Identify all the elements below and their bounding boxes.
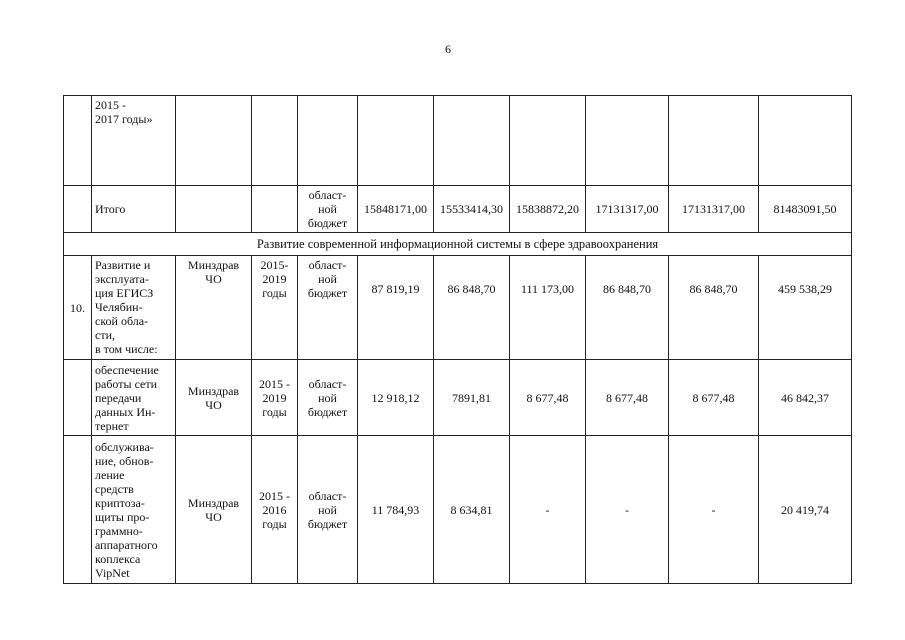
value-cell: 20 419,74 <box>759 436 852 584</box>
value-cell: - <box>510 436 586 584</box>
value-cell: 46 842,37 <box>759 360 852 436</box>
period-cell: 2015- 2019 годы <box>252 256 298 360</box>
period-cell: 2015 - 2016 годы <box>252 436 298 584</box>
period-cell: 2015 - 2019 годы <box>252 360 298 436</box>
value-cell: 15838872,20 <box>510 186 586 233</box>
table-row <box>64 436 852 584</box>
source-cell <box>298 96 358 186</box>
program-table <box>63 95 852 584</box>
value-cell: 7891,81 <box>434 360 510 436</box>
value-cell <box>434 96 510 186</box>
executor-cell <box>176 186 252 233</box>
value-cell: 86 848,70 <box>586 256 669 360</box>
source-cell: област- ной бюджет <box>298 360 358 436</box>
row-number-cell <box>64 436 92 584</box>
measure-name-cell: Развитие и эксплуата- ция ЕГИСЗ Челябин- ской обла- сти, в том числе: <box>92 256 176 360</box>
section-title: Развитие современной информационной системы в сфере здравоохранения <box>64 233 852 256</box>
value-cell: 8 677,48 <box>669 360 759 436</box>
source-cell: област- ной бюджет <box>298 436 358 584</box>
measure-name-cell: обслужива- ние, обнов- ление средств криптоза- щиты про- граммно- аппаратного коплекса VipNet <box>92 436 176 584</box>
value-cell <box>759 96 852 186</box>
value-cell <box>586 96 669 186</box>
executor-cell: Минздрав ЧО <box>176 436 252 584</box>
row-number-cell: 10. <box>64 256 92 360</box>
value-cell: 11 784,93 <box>358 436 434 584</box>
period-cell <box>252 96 298 186</box>
value-cell: 87 819,19 <box>358 256 434 360</box>
value-cell: - <box>669 436 759 584</box>
table-row-continuation <box>64 96 852 186</box>
value-cell: 459 538,29 <box>759 256 852 360</box>
value-cell: 86 848,70 <box>669 256 759 360</box>
value-cell <box>510 96 586 186</box>
period-cell <box>252 186 298 233</box>
value-cell: 111 173,00 <box>510 256 586 360</box>
value-cell: 8 634,81 <box>434 436 510 584</box>
executor-cell <box>176 96 252 186</box>
executor-cell: Минздрав ЧО <box>176 360 252 436</box>
value-cell: 17131317,00 <box>586 186 669 233</box>
source-cell: област- ной бюджет <box>298 186 358 233</box>
source-cell: област- ной бюджет <box>298 256 358 360</box>
value-cell <box>358 96 434 186</box>
value-cell: 15848171,00 <box>358 186 434 233</box>
value-cell: - <box>586 436 669 584</box>
row-number-cell <box>64 360 92 436</box>
table-row-total <box>64 186 852 233</box>
value-cell: 15533414,30 <box>434 186 510 233</box>
executor-cell: Минздрав ЧО <box>176 256 252 360</box>
row-number-cell <box>64 96 92 186</box>
value-cell: 8 677,48 <box>510 360 586 436</box>
section-header-row <box>64 233 852 256</box>
value-cell: 86 848,70 <box>434 256 510 360</box>
value-cell: 8 677,48 <box>586 360 669 436</box>
value-cell: 81483091,50 <box>759 186 852 233</box>
table-row <box>64 256 852 360</box>
page-number: 6 <box>445 42 451 56</box>
value-cell <box>669 96 759 186</box>
row-number-cell <box>64 186 92 233</box>
measure-name-cell: 2015 - 2017 годы» <box>92 96 176 186</box>
value-cell: 12 918,12 <box>358 360 434 436</box>
measure-name-cell: обеспечение работы сети передачи данных Ин- тернет <box>92 360 176 436</box>
measure-name-cell: Итого <box>92 186 176 233</box>
value-cell: 17131317,00 <box>669 186 759 233</box>
table-row <box>64 360 852 436</box>
